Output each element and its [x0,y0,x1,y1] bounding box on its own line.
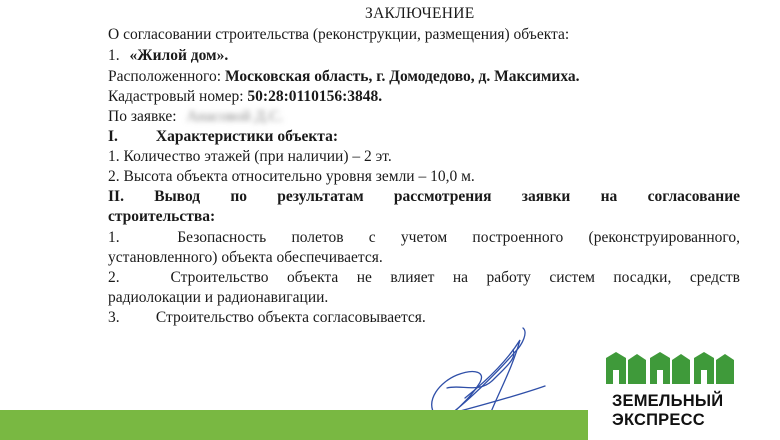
logo-text-line1: ЗЕМЕЛЬНЫЙ [612,392,724,410]
request-line [108,107,283,127]
conclusion-1-text: Безопасность полетов с учетом построенного (реконструированного, [177,229,740,246]
subject-line: О согласовании строительства (реконструкции, размещения) объекта: [108,26,570,43]
logo-text-line2: ЭКСПРЕСС [612,411,705,429]
conclusion-2-line1 [108,268,740,288]
brand-logo [588,332,780,440]
cadastral-label: Кадастровый номер: [108,88,244,105]
logo-houses-icon [606,350,734,386]
object-number: 1. [108,47,120,64]
characteristic-item-1: 1. Количество этажей (при наличии) – 2 эт. [108,148,392,165]
object-line [108,46,228,66]
conclusion-1-number: 1. [108,229,120,246]
section2-heading-line1 [108,187,740,207]
section2-heading-line2: строительства: [108,208,216,225]
conclusion-2-text: Строительство объекта не влияет на работу систем посадки, средств [170,269,740,286]
conclusion-1-line1 [108,228,740,248]
section2-number: II. [108,188,124,205]
document-title: ЗАКЛЮЧЕНИЕ [365,5,475,22]
conclusion-3-number: 3. [108,309,120,326]
conclusion-1-line2: установленного) объекта обеспечивается. [108,249,383,266]
location-line [108,67,580,87]
request-value-blurred: Анасовой Д.С. [186,108,284,125]
section1-title: Характеристики объекта: [155,128,338,145]
characteristic-item-2: 2. Высота объекта относительно уровня земли – 10,0 м. [108,168,475,185]
conclusion-2-line2: радиолокации и радионавигации. [108,289,329,306]
section2-title: Вывод по результатам рассмотрения заявки на согласование [154,188,741,205]
location-value: Московская область, г. Домодедово, д. Максимиха. [224,68,580,85]
section1-heading [108,127,338,147]
section1-number: I. [108,128,118,145]
location-label: Расположенного: [108,68,222,85]
conclusion-2-number: 2. [108,269,120,286]
request-label: По заявке: [108,108,177,125]
cadastral-value: 50:28:0110156:3848. [247,88,383,105]
green-band [0,410,588,440]
cadastral-line [108,87,382,107]
object-name: «Жилой дом». [129,47,229,64]
conclusion-3-text: Строительство объекта согласовывается. [155,309,426,326]
conclusion-3-line1 [108,308,426,328]
